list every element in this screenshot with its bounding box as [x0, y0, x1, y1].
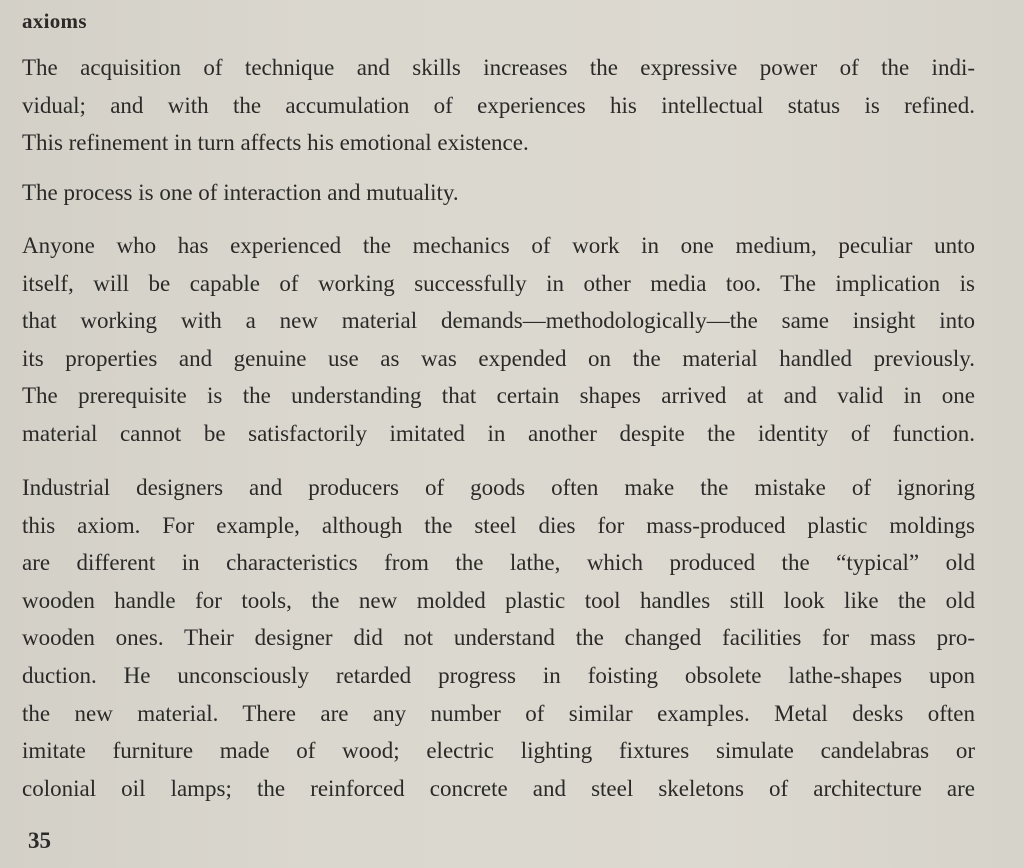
text-line: this axiom. For example, although the steel dies for mass-produced plastic moldings — [22, 512, 975, 538]
text-line: material cannot be satisfactorily imitated in another despite the identity of function. — [22, 420, 975, 446]
text-line: its properties and genuine use as was expended on the material handled previously. — [22, 345, 975, 371]
text-line: Anyone who has experienced the mechanics of work in one medium, peculiar unto — [22, 233, 975, 258]
paragraph-4 — [22, 469, 975, 807]
text-line: itself, will be capable of working successfully in other media too. The implication is — [22, 270, 975, 296]
text-line: wooden handle for tools, the new molded plastic tool handles still look like the old — [22, 587, 975, 613]
text-line: that working with a new material demands—methodologically—the same insight into — [22, 308, 975, 334]
text-line: The acquisition of technique and skills increases the expressive power of the indi- — [22, 55, 975, 80]
section-heading: axioms — [22, 9, 87, 33]
page-number: 35 — [28, 828, 51, 853]
paragraph-2 — [22, 174, 975, 212]
text-line: duction. He unconsciously retarded progress in foisting obsolete lathe-shapes upon — [22, 662, 975, 688]
text-line: The process is one of interaction and mutuality. — [22, 180, 459, 205]
text-line: imitate furniture made of wood; electric lighting fixtures simulate candelabras or — [22, 738, 975, 764]
text-line: the new material. There are any number of similar examples. Metal desks often — [22, 700, 975, 726]
text-line: vidual; and with the accumulation of experiences his intellectual status is refined. — [22, 92, 975, 118]
text-line: are different in characteristics from the lathe, which produced the “typical” old — [22, 550, 975, 576]
text-line: The prerequisite is the understanding that certain shapes arrived at and valid in one — [22, 383, 975, 409]
text-line: wooden ones. Their designer did not understand the changed facilities for mass pro- — [22, 625, 975, 651]
text-line: Industrial designers and producers of goods often make the mistake of ignoring — [22, 475, 975, 500]
text-line: colonial oil lamps; the reinforced concrete and steel skeletons of architecture are — [22, 775, 975, 801]
text-line: This refinement in turn affects his emotional existence. — [22, 130, 529, 156]
paragraph-1 — [22, 49, 975, 162]
paragraph-3 — [22, 227, 975, 453]
